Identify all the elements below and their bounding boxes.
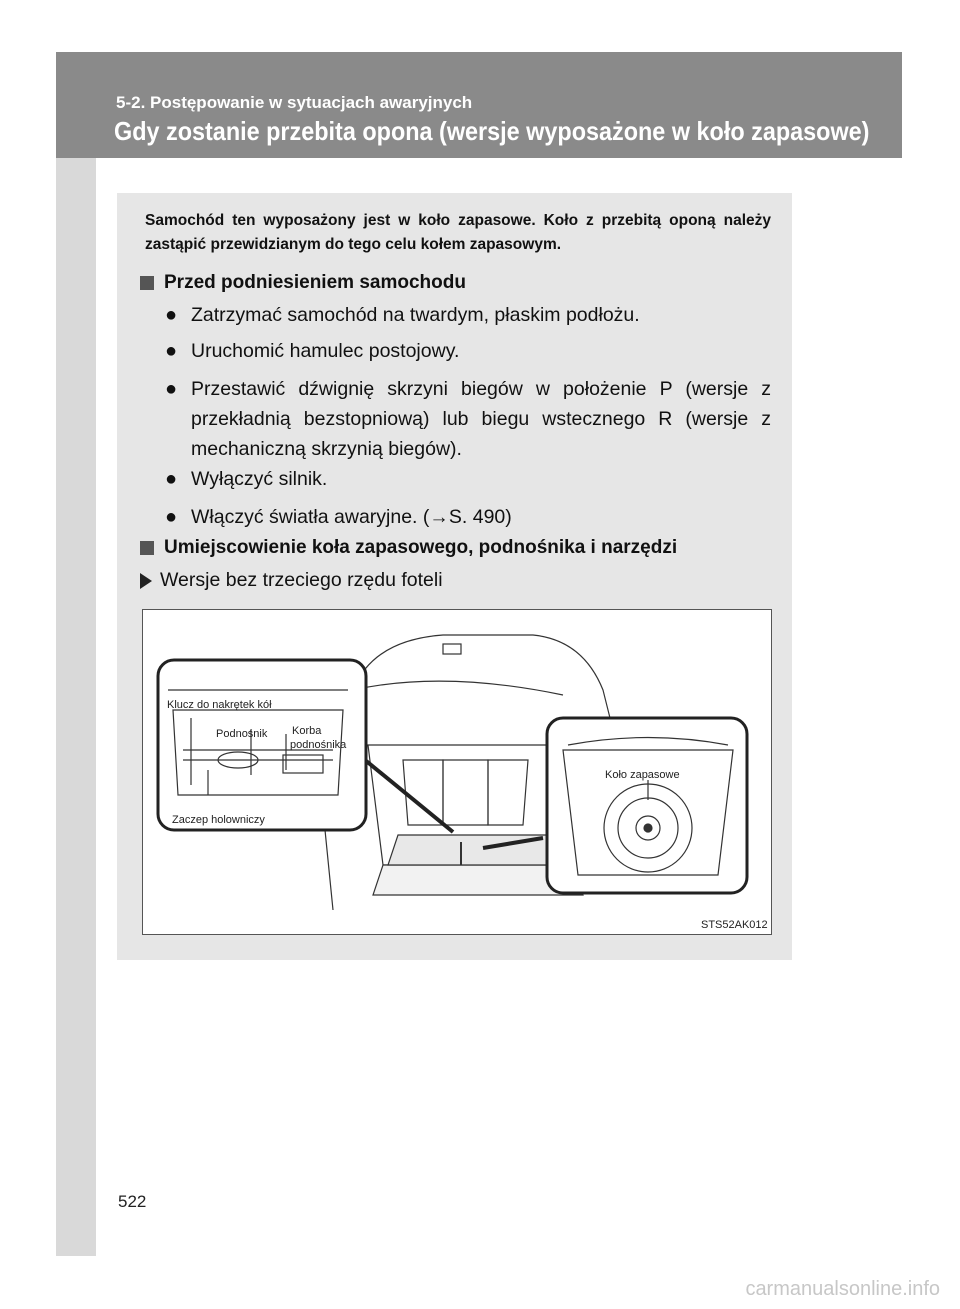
label-crank-line1: Korba (292, 725, 322, 737)
square-bullet-icon (140, 541, 154, 555)
heading-text: Umiejscowienie koła zapasowego, podnośnika i narzędzi (164, 537, 678, 558)
heading-before-lifting (140, 272, 466, 294)
bullet-dot-icon: ● (165, 304, 178, 326)
label-spare-wheel: Koło zapasowe (605, 769, 680, 781)
figure-code: STS52AK012 (701, 919, 768, 931)
bullet-dot-icon: ● (165, 468, 178, 490)
bullet-dot-icon: ● (165, 506, 178, 528)
label-tow-hook: Zaczep holowniczy (172, 814, 265, 826)
label-jack: Podnośnik (216, 728, 268, 740)
label-crank-line2: podnośnika (290, 739, 347, 751)
list-item: ● Przestawić dźwignię skrzyni biegów w położenie P (wersje z przekładnią bezstopniową) lub biegu wstecznego R (wersje z mechaniczną skrzynią biegów). (165, 374, 771, 464)
square-bullet-icon (140, 276, 154, 290)
page-number: 522 (118, 1192, 147, 1211)
list-item: ● Uruchomić hamulec postojowy. (165, 336, 771, 366)
heading-text: Przed podniesieniem samochodu (164, 272, 466, 293)
list-item: ● Włączyć światła awaryjne. (→S. 490) (165, 502, 771, 532)
bullet-dot-icon: ● (165, 378, 178, 400)
triangle-arrow-icon (140, 573, 152, 589)
illustration-figure (142, 609, 772, 935)
heading-spare-location (140, 537, 677, 559)
watermark: carmanualsonline.info (745, 1278, 940, 1300)
car-trunk-illustration (143, 610, 771, 934)
label-wheel-wrench: Klucz do nakrętek kół (167, 699, 272, 711)
intro-text: Samochód ten wyposażony jest w koło zapasowe. Koło z przebitą oponą należy zastąpić przewidzianym do tego celu kołem zapasowym. (145, 212, 771, 253)
bullet-dot-icon: ● (165, 340, 178, 362)
list-item: ● Zatrzymać samochód na twardym, płaskim podłożu. (165, 300, 771, 330)
variant-label: Wersje bez trzeciego rzędu foteli (140, 569, 443, 592)
list-item: ● Wyłączyć silnik. (165, 464, 771, 494)
page-title: Gdy zostanie przebita opona (wersje wyposażone w koło zapasowe) (114, 116, 870, 146)
section-label: 5-2. Postępowanie w sytuacjach awaryjnych (116, 93, 473, 112)
